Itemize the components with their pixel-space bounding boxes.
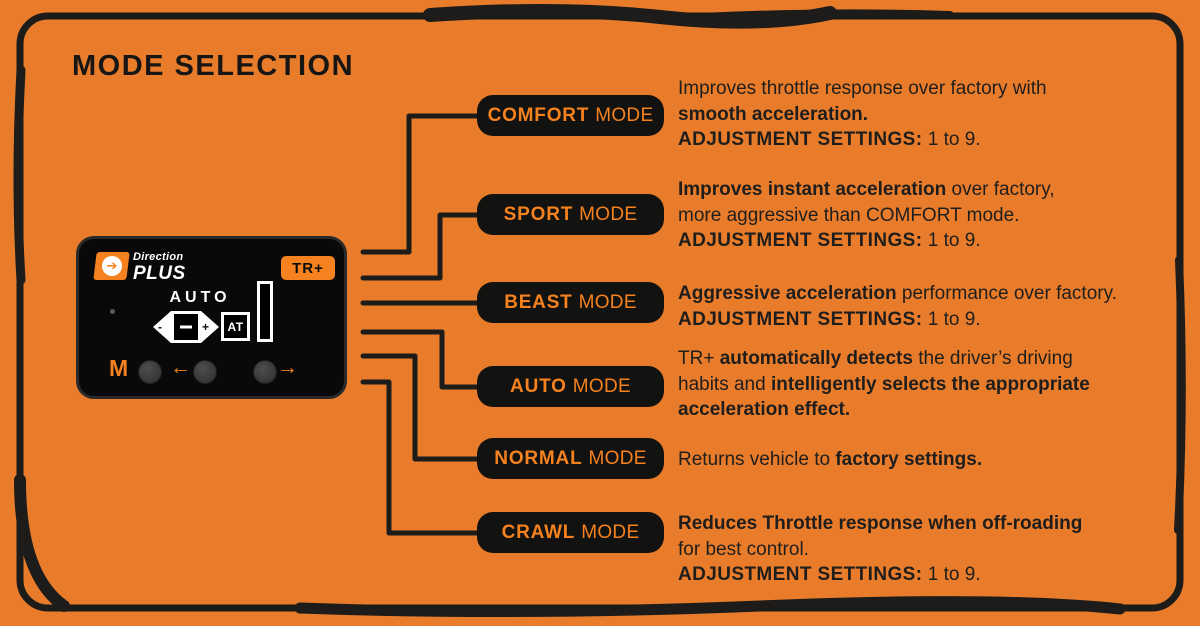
- device-level-indicator: [171, 311, 201, 343]
- plus-sign: +: [202, 320, 210, 334]
- brand-name-direction: Direction: [133, 251, 184, 263]
- mode-description-beast: Aggressive acceleration performance over factory. ADJUSTMENT SETTINGS: 1 to 9.: [678, 283, 1117, 330]
- mode-description-crawl: Reduces Throttle response when off-roading for best control. ADJUSTMENT SETTINGS: 1 to 9.: [678, 513, 1083, 585]
- brand-arrow-icon: ➔: [93, 252, 129, 280]
- mode-button-crawl[interactable]: CRAWL MODE: [477, 512, 664, 553]
- device-screen-mode-text: AUTO: [169, 289, 231, 306]
- connector-normal: [363, 356, 479, 459]
- mode-description-sport: Improves instant acceleration over factory, more aggressive than COMFORT mode. ADJUSTMENT SETTINGS: 1 to 9.: [678, 179, 1055, 251]
- mode-button-comfort[interactable]: COMFORT MODE: [477, 95, 664, 136]
- device-at-indicator: AT: [221, 312, 250, 341]
- connector-auto: [363, 332, 479, 387]
- mode-description-comfort: Improves throttle response over factory with smooth acceleration. ADJUSTMENT SETTINGS: 1 to 9.: [678, 78, 1047, 150]
- device-gauge-bar: [257, 281, 273, 342]
- device-button-3: [253, 360, 277, 384]
- device-left-arrow: ←: [170, 356, 191, 379]
- device-led: [110, 309, 115, 314]
- mode-description-auto: TR+ automatically detects the driver’s driving habits and intelligently selects the appropriate acceleration effect.: [678, 348, 1090, 420]
- device-button-2: [193, 360, 217, 384]
- level-dash: [180, 326, 192, 329]
- mode-button-beast[interactable]: BEAST MODE: [477, 282, 664, 323]
- device-right-arrow: →: [277, 356, 298, 379]
- throttle-controller-device: [76, 236, 347, 399]
- mode-button-normal[interactable]: NORMAL MODE: [477, 438, 664, 479]
- mode-button-auto[interactable]: AUTO MODE: [477, 366, 664, 407]
- page-title: MODE SELECTION: [72, 50, 355, 82]
- brand-name-plus: PLUS: [133, 263, 186, 284]
- direction-plus-logo: [95, 252, 186, 283]
- connector-comfort: [363, 116, 479, 252]
- minus-sign: -: [158, 320, 162, 334]
- connector-sport: [363, 215, 479, 278]
- connector-crawl: [363, 382, 479, 533]
- mode-button-sport[interactable]: SPORT MODE: [477, 194, 664, 235]
- device-m-button-label: M: [109, 355, 129, 381]
- device-button-1: [138, 360, 162, 384]
- decrease-triangle-icon: [153, 311, 171, 343]
- tr-plus-badge: TR+: [281, 256, 335, 280]
- mode-description-normal: Returns vehicle to factory settings.: [678, 449, 983, 470]
